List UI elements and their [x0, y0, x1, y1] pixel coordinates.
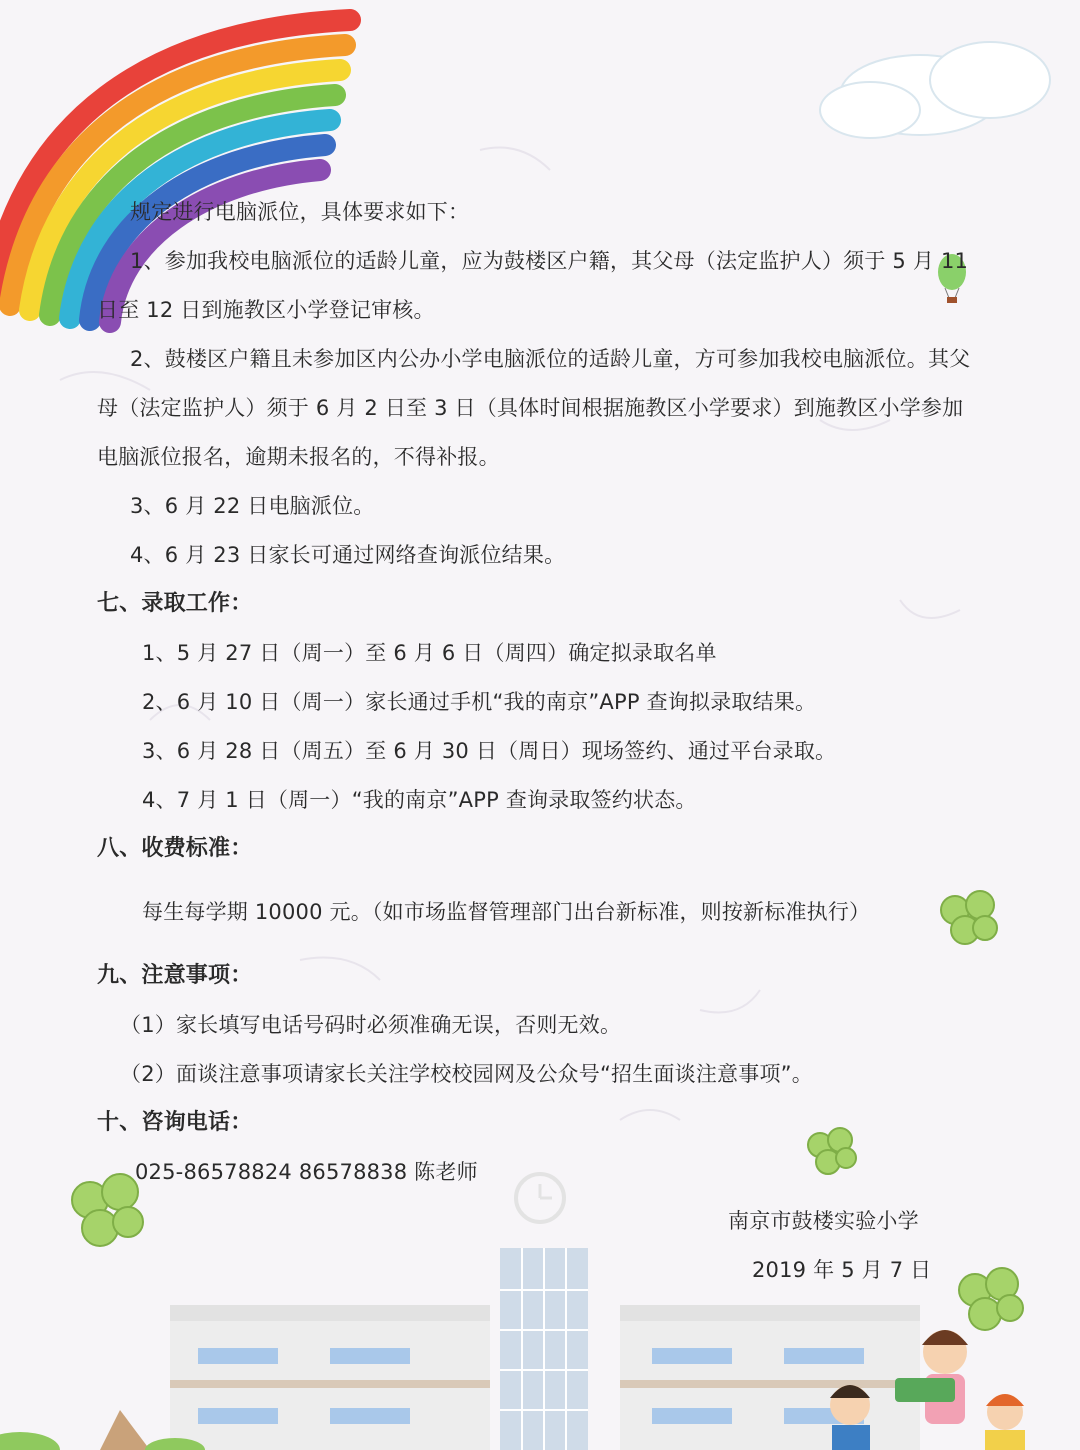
admission-item-2: 2、6 月 10 日（周一）家长通过手机“我的南京”APP 查询拟录取结果。	[142, 690, 817, 714]
intro-line: 规定进行电脑派位，具体要求如下：	[130, 200, 470, 224]
clover-icon	[72, 1174, 143, 1246]
signature-date: 2019 年 5 月 7 日	[752, 1258, 932, 1282]
requirement-2-line-1: 2、鼓楼区户籍且未参加区内公办小学电脑派位的适龄儿童，方可参加我校电脑派位。其父	[130, 347, 971, 371]
section-9-heading: 九、注意事项：	[97, 963, 253, 988]
requirement-2-line-2: 母（法定监护人）须于 6 月 2 日至 3 日（具体时间根据施教区小学要求）到施教区小学参加	[97, 396, 964, 420]
rainbow-icon	[0, 20, 350, 322]
clover-icon	[941, 891, 997, 944]
cloud-icon	[820, 42, 1050, 138]
requirement-1-line-1: 1、参加我校电脑派位的适龄儿童，应为鼓楼区户籍，其父母（法定监护人）须于 5 月 11	[130, 249, 969, 273]
section-10-heading: 十、咨询电话：	[97, 1110, 253, 1135]
clock-icon	[516, 1174, 564, 1222]
admission-item-4: 4、7 月 1 日（周一）“我的南京”APP 查询录取签约状态。	[142, 788, 697, 812]
note-item-1: （1）家长填写电话号码时必须准确无误，否则无效。	[120, 1013, 622, 1037]
note-item-2: （2）面谈注意事项请家长关注学校校园网及公众号“招生面谈注意事项”。	[120, 1062, 813, 1086]
section-7-heading: 七、录取工作：	[97, 591, 253, 616]
requirement-3: 3、6 月 22 日电脑派位。	[130, 494, 375, 518]
clover-icon	[808, 1128, 856, 1174]
requirement-1-line-2: 日至 12 日到施教区小学登记审核。	[97, 298, 435, 322]
fee-text: 每生每学期 10000 元。（如市场监督管理部门出台新标准，则按新标准执行）	[142, 900, 871, 924]
roof-illustration	[100, 1410, 150, 1450]
requirement-2-line-3: 电脑派位报名，逾期未报名的，不得补报。	[97, 445, 500, 469]
clover-icon	[959, 1268, 1023, 1330]
requirement-4: 4、6 月 23 日家长可通过网络查询派位结果。	[130, 543, 566, 567]
admission-item-1: 1、5 月 27 日（周一）至 6 月 6 日（周四）确定拟录取名单	[142, 641, 717, 665]
contact-phone: 025-86578824 86578838 陈老师	[135, 1160, 478, 1184]
admission-item-3: 3、6 月 28 日（周五）至 6 月 30 日（周日）现场签约、通过平台录取。	[142, 739, 837, 763]
signature-org: 南京市鼓楼实验小学	[728, 1209, 919, 1233]
section-8-heading: 八、收费标准：	[97, 836, 253, 861]
